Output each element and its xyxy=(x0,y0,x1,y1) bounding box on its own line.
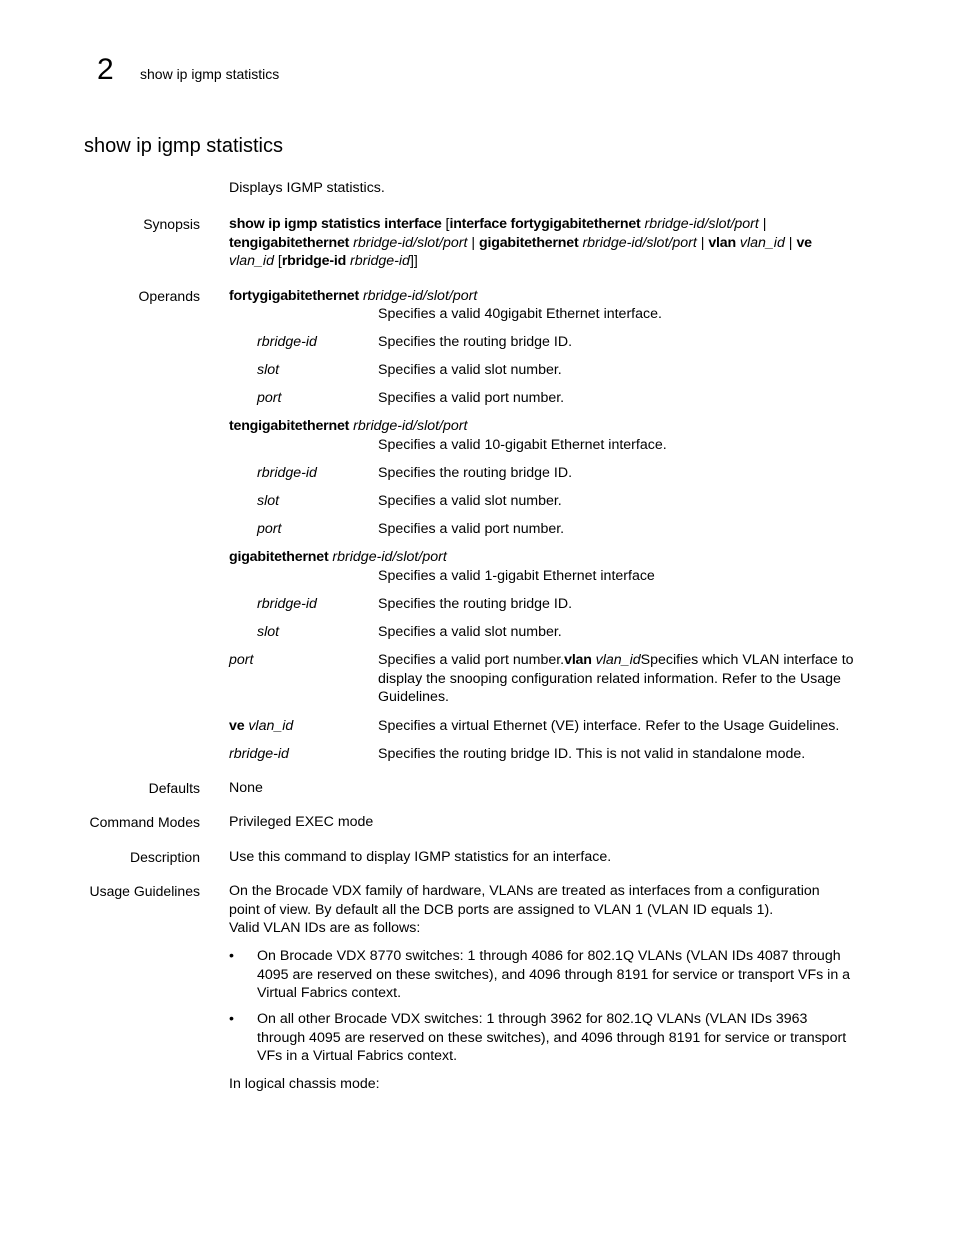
page-title: show ip igmp statistics xyxy=(84,135,283,157)
operand-sub-term: rbridge-id xyxy=(257,334,317,350)
usage-guidelines-label: Usage Guidelines xyxy=(89,883,200,899)
bullet-glyph: • xyxy=(229,948,234,964)
synopsis-keyword: tengigabitethernet xyxy=(229,234,350,251)
synopsis-argument: rbridge-id/slot/port xyxy=(640,216,759,232)
operand-port-desc: Specifies a valid port number. xyxy=(378,652,565,668)
defaults-text: None xyxy=(229,780,263,796)
operand-sub-term: port xyxy=(257,521,282,537)
operand-sub-term: port xyxy=(257,390,282,406)
operand-sub-desc: Specifies a valid slot number. xyxy=(378,493,562,509)
operand-rbridge-desc: Specifies the routing bridge ID. This is not valid in standalone mode. xyxy=(378,746,806,762)
operand-keyword: gigabitethernet xyxy=(229,549,329,565)
defaults-label: Defaults xyxy=(148,780,200,796)
usage-paragraph-2: Valid VLAN IDs are as follows: xyxy=(229,920,421,936)
operand-ve-desc: Specifies a virtual Ethernet (VE) interface. Refer to the Usage Guidelines. xyxy=(378,718,840,734)
synopsis-argument: rbridge-id/slot/port xyxy=(349,234,468,251)
operand-argument: rbridge-id/slot/port xyxy=(349,418,468,434)
synopsis-argument: rbridge-id xyxy=(346,253,410,269)
operand-argument: rbridge-id/slot/port xyxy=(328,549,447,565)
synopsis-keyword: interface fortygigabitethernet xyxy=(449,216,641,232)
operand-sub-desc: Specifies the routing bridge ID. xyxy=(378,465,573,481)
operand-sub-desc: Specifies the routing bridge ID. xyxy=(378,334,573,350)
description-label: Description xyxy=(129,849,200,865)
synopsis-bracket: [ xyxy=(441,216,450,232)
usage-bullet: On all other Brocade VDX switches: 1 through 3962 for 802.1Q VLANs (VLAN IDs 3963 through 4095 are reserved on these switches), and 4096 through 8191 for service or transport VFs in a Virtual Fabrics context. xyxy=(257,1011,847,1064)
operand-forty-desc: Specifies a valid 40gigabit Ethernet interface. xyxy=(378,306,662,322)
command-modes-label: Command Modes xyxy=(89,814,200,830)
synopsis-label: Synopsis xyxy=(143,216,200,232)
operand-gig-desc: Specifies a valid 1-gigabit Ethernet interface xyxy=(378,568,655,584)
synopsis-separator: | xyxy=(758,216,767,232)
operand-sub-desc: Specifies the routing bridge ID. xyxy=(378,596,573,612)
description-text: Use this command to display IGMP statistics for an interface. xyxy=(229,849,612,865)
operand-sub-desc: Specifies a valid slot number. xyxy=(378,624,562,640)
synopsis-separator: | xyxy=(784,234,797,251)
operand-keyword: fortygigabitethernet xyxy=(229,288,359,304)
synopsis-keyword: ve xyxy=(796,234,812,251)
synopsis-keyword: rbridge-id xyxy=(281,253,347,269)
synopsis-keyword: gigabitethernet xyxy=(479,234,579,251)
synopsis-argument: vlan_id xyxy=(229,253,274,269)
operand-sub-term: rbridge-id xyxy=(257,465,317,481)
synopsis-argument: vlan_id xyxy=(735,234,785,251)
synopsis-command: show ip igmp statistics interface xyxy=(229,216,442,232)
operand-sub-term: rbridge-id xyxy=(257,596,317,612)
operand-ten-term xyxy=(229,417,467,436)
operand-sub-term: slot xyxy=(257,362,280,378)
operand-ve-term xyxy=(229,717,293,736)
synopsis-keyword: vlan xyxy=(708,234,736,251)
intro-text: Displays IGMP statistics. xyxy=(229,180,385,196)
operand-rbridge-term: rbridge-id xyxy=(229,746,289,762)
operand-sub-term: slot xyxy=(257,624,280,640)
command-modes-text: Privileged EXEC mode xyxy=(229,814,374,830)
operand-sub-term: slot xyxy=(257,493,280,509)
bullet-glyph: • xyxy=(229,1011,234,1027)
operand-keyword: ve xyxy=(229,718,245,734)
synopsis-argument: rbridge-id/slot/port xyxy=(578,234,697,251)
operand-vlan-desc: Specifies which VLAN interface to display the snooping configuration related information. Refer to the Usage Guidelines. xyxy=(378,652,854,705)
operand-keyword: tengigabitethernet xyxy=(229,418,350,434)
operand-argument: vlan_id xyxy=(591,652,641,668)
operand-sub-desc: Specifies a valid port number. xyxy=(378,521,565,537)
operand-port-term: port xyxy=(229,652,254,668)
synopsis-separator: | xyxy=(467,234,480,251)
synopsis-text xyxy=(229,215,859,271)
synopsis-separator: | xyxy=(696,234,709,251)
operand-sub-desc: Specifies a valid port number. xyxy=(378,390,565,406)
synopsis-bracket: ]] xyxy=(409,253,418,269)
chapter-number: 2 xyxy=(97,53,114,86)
operand-argument: rbridge-id/slot/port xyxy=(359,288,478,304)
operand-argument: vlan_id xyxy=(244,718,294,734)
usage-paragraph: On the Brocade VDX family of hardware, VLANs are treated as interfaces from a configuration point of view. By default all the DCB ports are assigned to VLAN 1 (VLAN ID equals 1). xyxy=(229,883,820,918)
operand-keyword: vlan xyxy=(564,652,592,668)
operands-label: Operands xyxy=(138,288,200,304)
running-header-title: show ip igmp statistics xyxy=(140,66,280,82)
operand-gig-term xyxy=(229,548,447,567)
operand-forty-term xyxy=(229,287,477,306)
operand-ten-desc: Specifies a valid 10-gigabit Ethernet interface. xyxy=(378,437,667,453)
operand-sub-desc: Specifies a valid slot number. xyxy=(378,362,562,378)
usage-closing: In logical chassis mode: xyxy=(229,1076,380,1092)
operand-port-vlan-desc xyxy=(378,651,860,707)
synopsis-bracket: [ xyxy=(273,253,282,269)
usage-bullet: On Brocade VDX 8770 switches: 1 through 4086 for 802.1Q VLANs (VLAN IDs 4087 through 4095 are reserved on these switches), and 4096 through 8191 for service or transport VFs in a Virtual Fabrics context. xyxy=(257,948,851,1001)
